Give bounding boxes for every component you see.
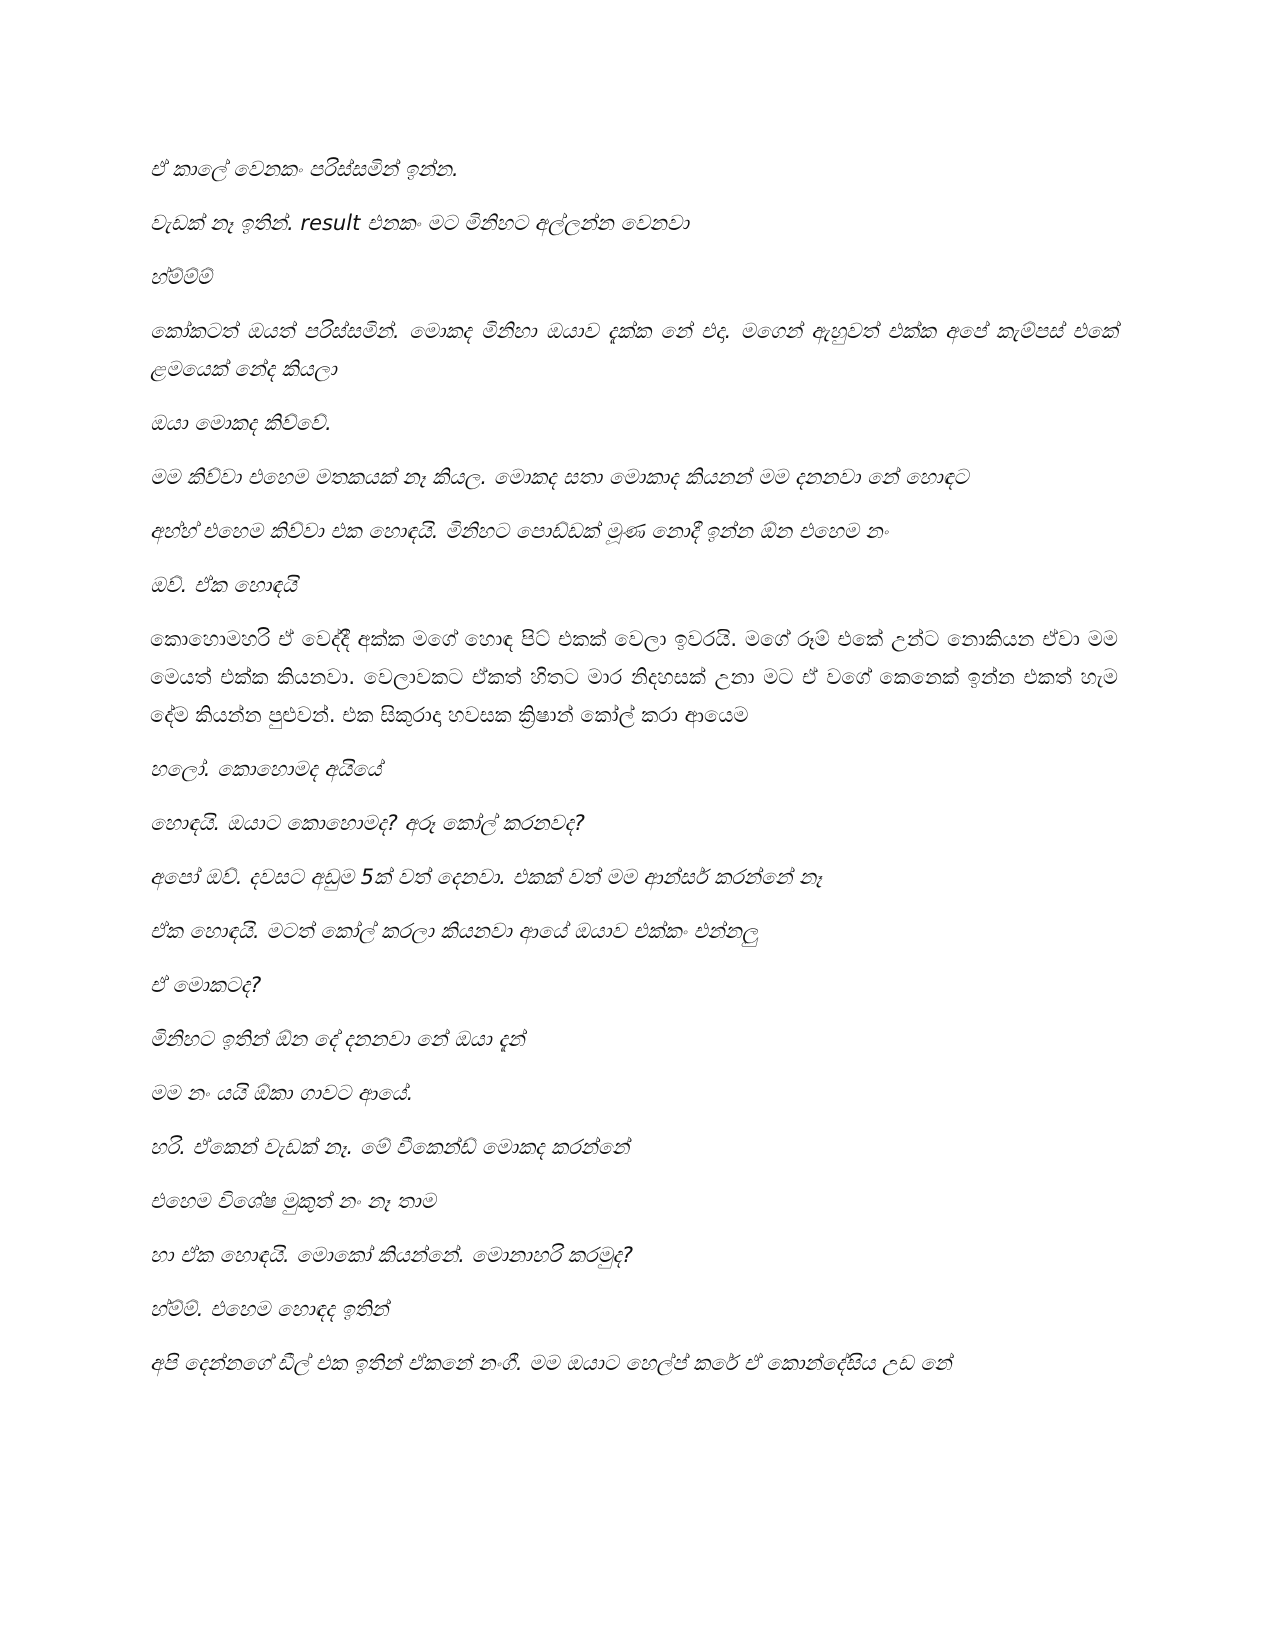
- paragraph: කොහොමහරි ඒ වෙද්දී අක්ක මගේ හොඳ පිට් එකක් වෙලා ඉවරයි. මගේ රූම් එකේ උන්ට නොකියන ඒවා මම මෙයත් එක්ක කියනවා. වෙලාවකට ඒකත් හිතට මාර නිදහසක් උනා මට ඒ වගේ කෙනෙක් ඉන්න එකත් හැම දේම කියන්න පුළුවන්. එක සිකුරාදා හවසක ක්‍රිෂාන් කෝල් කරා ආයෙම: [150, 627, 1118, 727]
- paragraph: ඒක හොඳයි. මටත් කෝල් කරලා කියනවා ආයේ ඔයාව එක්කං එන්නලු: [150, 919, 758, 943]
- paragraph: හොඳයි. ඔයාට කොහොමද? අරූ කෝල් කරනවද?: [150, 811, 585, 835]
- paragraph: අපෝ ඔව්. දවසට අඩුම 5ක් වත් දෙනවා. එකක් වත් මම ආන්සර් කරන්නේ නෑ: [150, 865, 822, 889]
- paragraph: මම නං යයි ඕකා ගාවට ආයේ.: [150, 1081, 414, 1105]
- paragraph: කෝකටත් ඔයත් පරිස්සමින්. මොකද මිනිහා ඔයාව දැක්ක නේ එදා. මගෙන් ඇහුවත් එක්ක අපේ කැම්පස් එකේ ළමයෙක් නේද කියලා: [150, 319, 1118, 381]
- paragraph: හ්ම්ම්. එහෙම හොඳද ඉතින්: [150, 1297, 389, 1321]
- paragraph: හ්ම්ම්ම්: [150, 265, 212, 289]
- paragraph: වැඩක් නෑ ඉතින්. result එනකං මට මිනිහට අල්ලන්න වෙනවා: [150, 211, 689, 235]
- paragraph: අපි දෙන්නගේ ඩීල් එක ඉතින් ඒකනේ නංගී. මම ඔයාට හෙල්ප් කරේ ඒ කොන්දේසිය උඩ නේ: [150, 1351, 952, 1375]
- paragraph: හරි. ඒකෙන් වැඩක් නෑ. මේ වීකෙන්ඩ් මොකද කරන්නේ: [150, 1135, 630, 1159]
- paragraph: එහෙම විශේෂ මුකුත් නං නෑ තාම: [150, 1189, 436, 1213]
- paragraph: ඔයා මොකද කිව්වේ.: [150, 411, 332, 435]
- paragraph: මිනිහට ඉතින් ඕන දේ දනනවා නේ ඔයා දැන්: [150, 1027, 525, 1051]
- paragraph: ඒ මොකටද?: [150, 973, 262, 997]
- paragraph: ඒ කාලේ වෙනකං පරිස්සමින් ඉන්න.: [150, 157, 459, 181]
- paragraph: අහ්හ් එහෙම කිව්වා එක හොඳයි. මිනිහට පොඩ්ඩක් මූණ නොදී ඉන්න ඕන එහෙම නං: [150, 519, 888, 543]
- paragraph: හලෝ. කොහොමද අයියේ: [150, 757, 382, 781]
- paragraph: ඔව්. ඒක හොඳයි: [150, 573, 297, 597]
- paragraph: හා ඒක හොඳයි. මොකෝ කියන්නේ. මොනාහරි කරමුද?: [150, 1243, 634, 1267]
- document-body: [150, 150, 1118, 1398]
- paragraph: මම කිව්වා එහෙම මතකයක් නෑ කියල. මොකද සතා මොකාද කියනන් මම දනනවා නේ හොඳට: [150, 465, 969, 489]
